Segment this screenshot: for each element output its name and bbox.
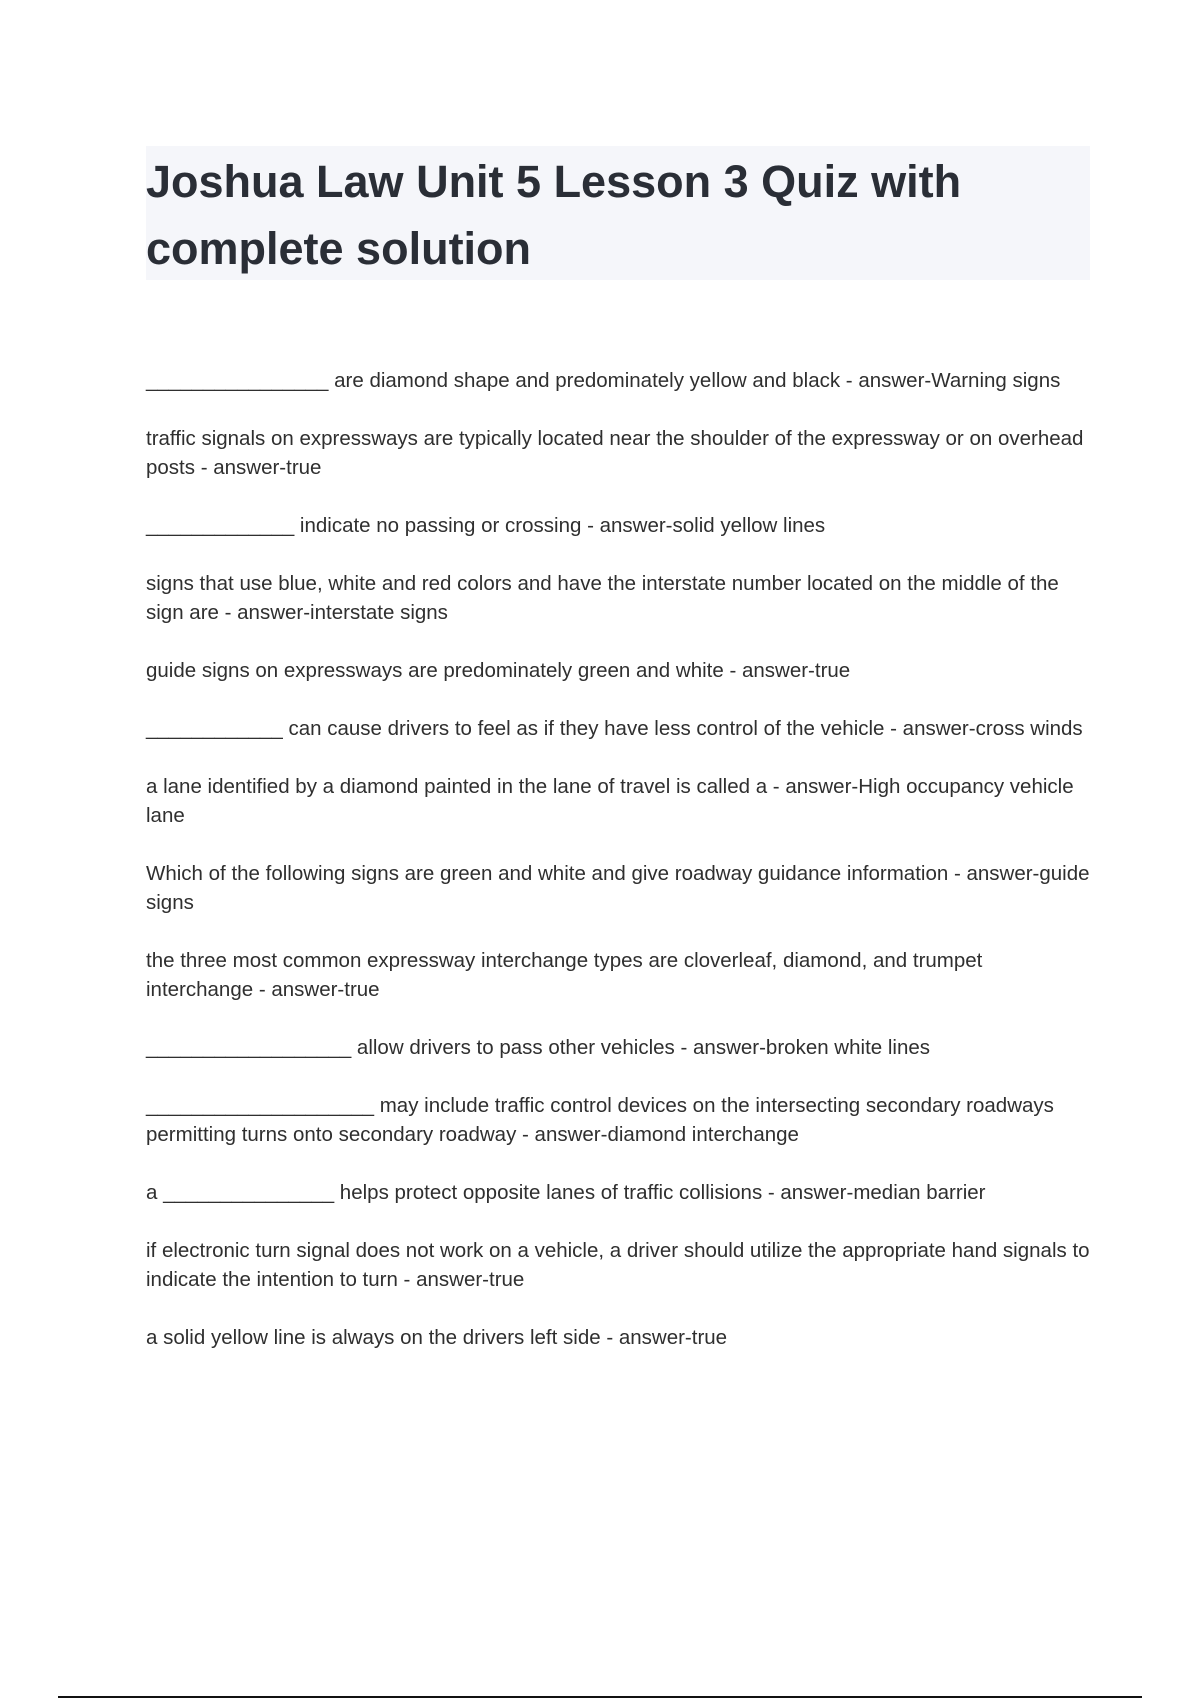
qa-item-14: a solid yellow line is always on the drivers left side - answer-true (146, 1326, 728, 1349)
qa-item-11: ____________________ may include traffic control devices on the intersecting secondary roadways permitting turns onto secondary roadway - answer-diamond interchange (146, 1094, 1054, 1146)
qa-item-2: traffic signals on expressways are typically located near the shoulder of the expressway or on overhead posts - answer-true (146, 427, 1084, 479)
qa-item-5: guide signs on expressways are predominately green and white - answer-true (146, 659, 851, 682)
page-bottom-rule (58, 1696, 1142, 1698)
title-block (146, 146, 1090, 280)
qa-item-12: a _______________ helps protect opposite lanes of traffic collisions - answer-median barrier (146, 1181, 986, 1204)
qa-item-7: a lane identified by a diamond painted in the lane of travel is called a - answer-High occupancy vehicle lane (146, 775, 1074, 827)
question-answer-list (146, 366, 1090, 1381)
qa-item-8: Which of the following signs are green and white and give roadway guidance information - answer-guide signs (146, 862, 1090, 914)
qa-item-13: if electronic turn signal does not work on a vehicle, a driver should utilize the appropriate hand signals to indicate the intention to turn - answer-true (146, 1239, 1090, 1291)
qa-item-4: signs that use blue, white and red colors and have the interstate number located on the middle of the sign are - answer-interstate signs (146, 572, 1059, 624)
qa-item-9: the three most common expressway interchange types are cloverleaf, diamond, and trumpet interchange - answer-true (146, 949, 983, 1001)
qa-item-1: ________________ are diamond shape and predominately yellow and black - answer-Warning signs (146, 369, 1061, 392)
qa-item-3: _____________ indicate no passing or crossing - answer-solid yellow lines (146, 514, 826, 537)
document-title: Joshua Law Unit 5 Lesson 3 Quiz with complete solution (146, 156, 962, 274)
qa-item-6: ____________ can cause drivers to feel as if they have less control of the vehicle - answer-cross winds (146, 717, 1083, 740)
qa-item-10: __________________ allow drivers to pass other vehicles - answer-broken white lines (146, 1036, 931, 1059)
